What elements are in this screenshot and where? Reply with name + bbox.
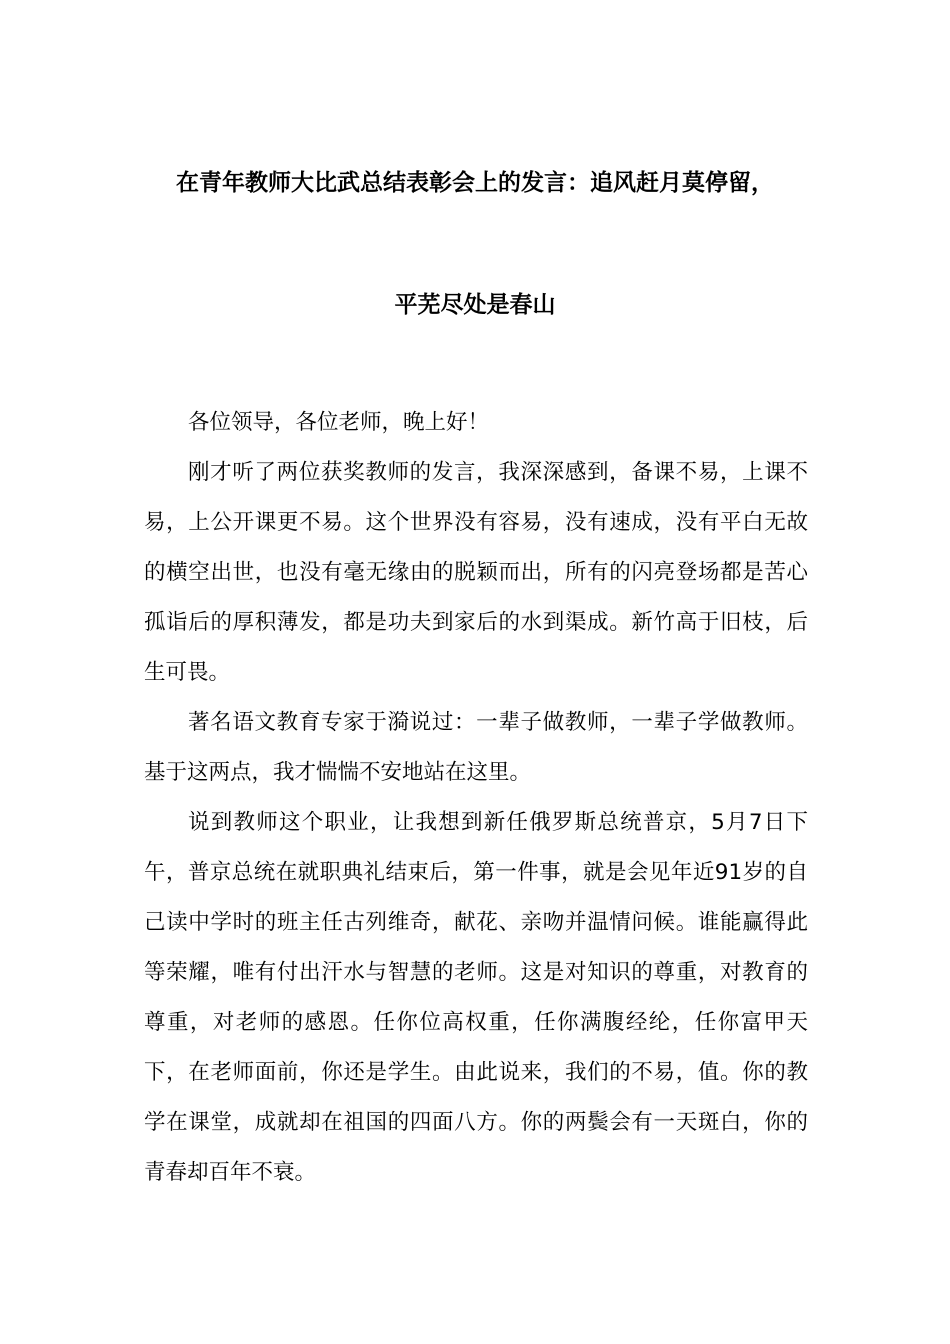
title-line-2: 平芜尽处是春山 [394,292,556,318]
paragraph-3: 著名语文教育专家于漪说过：一辈子做教师，一辈子学做教师。基于这两点，我才惴惴不安地站在这里。 [144,710,808,785]
paragraph-4: 说到教师这个职业，让我想到新任俄罗斯总统普京，5月7日下午，普京总统在就职典礼结束后，第一件事，就是会见年近91岁的自己读中学时的班主任古列维奇，献花、亲吻并温情问候。谁能赢得此等荣耀，唯有付出汗水与智慧的老师。这是对知识的尊重，对教育的尊重，对老师的感恩。任你位高权重，任你满腹经纶，任你富甲天下，在老师面前，你还是学生。由此说来，我们的不易，值。你的教学在课堂，成就却在祖国的四面八方。你的两鬓会有一天斑白，你的青春却百年不衰。 [144,810,808,1185]
paragraph-2: 刚才听了两位获奖教师的发言，我深深感到，备课不易，上课不易，上公开课更不易。这个世界没有容易，没有速成，没有平白无故的横空出世，也没有毫无缘由的脱颖而出，所有的闪亮登场都是苦心孤诣后的厚积薄发，都是功夫到家后的水到渠成。新竹高于旧枝，后生可畏。 [144,460,808,685]
document-body [144,398,808,1198]
paragraph-greeting: 各位领导，各位老师，晚上好！ [188,410,490,435]
title-line-1: 在青年教师大比武总结表彰会上的发言：追风赶月莫停留， [176,170,774,196]
